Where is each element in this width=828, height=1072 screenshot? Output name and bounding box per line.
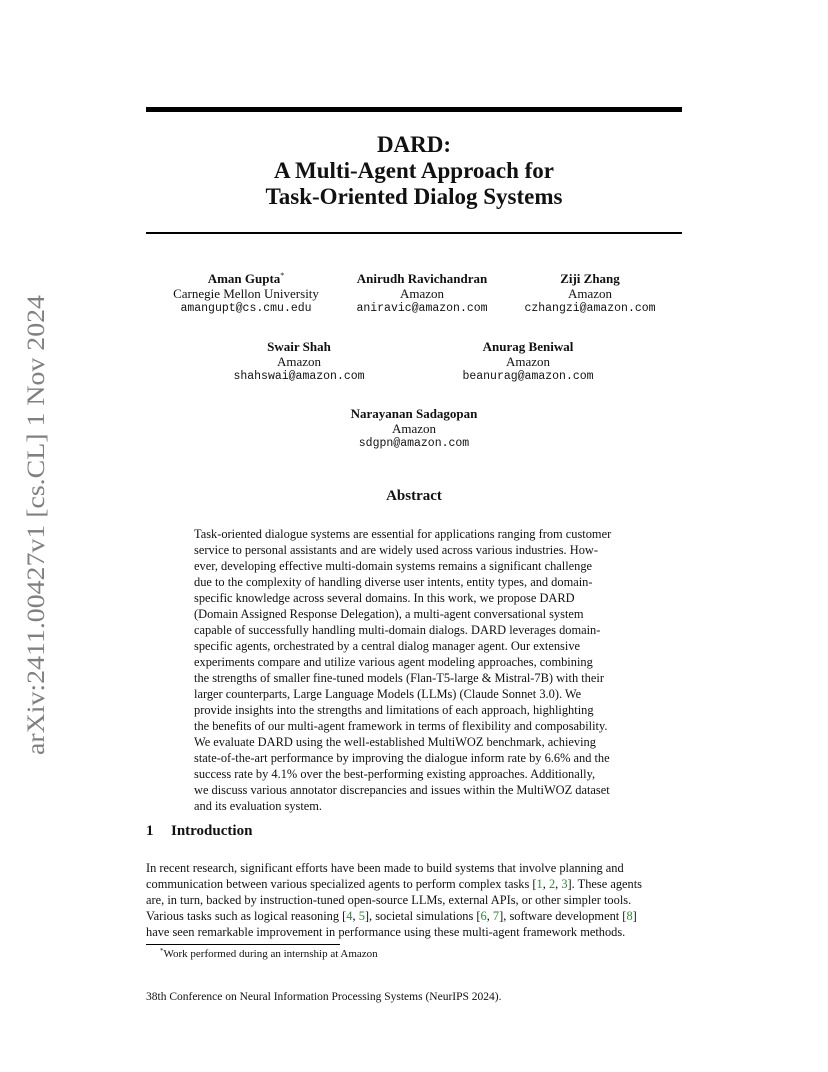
abstract-heading: Abstract <box>386 488 442 504</box>
intro-text: ], software development [ <box>499 909 627 923</box>
abstract-line: success rate by 4.1% over the best-performing existing approaches. Additionally, <box>194 767 596 781</box>
abstract-line: service to personal assistants and are widely used across various industries. How- <box>194 543 598 557</box>
abstract-line: Task-oriented dialogue systems are essential for applications ranging from customer <box>194 527 612 541</box>
citation-link[interactable]: 8 <box>626 909 633 923</box>
author-name: Swair Shah <box>267 339 331 354</box>
title-line: Task-Oriented Dialog Systems <box>265 184 563 209</box>
citation-link[interactable]: 2 <box>548 877 556 891</box>
author-block <box>438 339 618 384</box>
arxiv-identifier <box>18 290 54 760</box>
author-name: Ziji Zhang <box>560 271 620 286</box>
author-email: aniravic@amazon.com <box>356 302 488 315</box>
intro-text: communication between various specialized agents to perform complex tasks [ <box>146 877 537 891</box>
abstract-line: the benefits of our multi-agent framework in terms of flexibility and composability. <box>194 719 608 733</box>
author-affiliation: Amazon <box>391 421 437 436</box>
intro-text: Various tasks such as logical reasoning [ <box>146 909 347 923</box>
author-affiliation: Amazon <box>505 354 551 369</box>
author-email: czhangzi@amazon.com <box>524 302 656 315</box>
conference-note: 38th Conference on Neural Information Processing Systems (NeurIPS 2024). <box>146 991 502 1003</box>
author-email: shahswai@amazon.com <box>233 370 365 383</box>
intro-paragraph <box>146 860 686 940</box>
citation-link[interactable]: 6 <box>480 909 487 923</box>
intro-line: In recent research, significant efforts have been made to build systems that involve planning and <box>146 861 624 875</box>
footnote-text: Work performed during an internship at Amazon <box>163 948 378 960</box>
author-block <box>500 271 680 316</box>
paper-title <box>146 132 682 210</box>
author-block <box>209 339 389 384</box>
footnote-mark: * <box>280 271 285 280</box>
abstract-line: the strengths of smaller fine-tuned models (Flan-T5-large & Mistral-7B) with their <box>194 671 604 685</box>
author-email: sdgpn@amazon.com <box>358 437 470 450</box>
section-number: 1 <box>146 823 154 839</box>
abstract-line: ever, developing effective multi-domain systems remains a significant challenge <box>194 559 593 573</box>
author-name: Anirudh Ravichandran <box>356 271 488 286</box>
author-email: amangupt@cs.cmu.edu <box>180 302 312 315</box>
title-top-rule <box>146 107 682 112</box>
abstract-line: capable of successfully handling multi-domain dialogs. DARD leverages domain- <box>194 623 601 637</box>
intro-line: are, in turn, backed by instruction-tuned open-source LLMs, external APIs, or other simpler tools. <box>146 893 632 907</box>
author-email: beanurag@amazon.com <box>462 370 594 383</box>
title-line: A Multi-Agent Approach for <box>273 158 555 183</box>
footnote <box>160 948 378 960</box>
abstract-line: we discuss various annotator discrepancies and issues within the MultiWOZ dataset <box>194 783 610 797</box>
abstract-body <box>194 526 642 814</box>
author-block <box>332 271 512 316</box>
intro-text: ] <box>632 909 637 923</box>
citation-link[interactable]: 3 <box>561 877 568 891</box>
section-title: Introduction <box>171 823 253 839</box>
intro-line: have seen remarkable improvement in performance using these multi-agent framework methods. <box>146 925 626 939</box>
abstract-line: specific agents, orchestrated by a central dialog manager agent. Our extensive <box>194 639 581 653</box>
title-line: DARD: <box>376 132 452 157</box>
abstract-line: We evaluate DARD using the well-established MultiWOZ benchmark, achieving <box>194 735 596 749</box>
intro-line: communication between various specialized agents to perform complex tasks [1, 2, 3]. These agents <box>146 877 642 891</box>
author-affiliation: Amazon <box>567 286 613 301</box>
citation-link[interactable]: 1 <box>536 877 543 891</box>
abstract-line: due to the complexity of handling diverse user intents, entity types, and domain- <box>194 575 593 589</box>
abstract-line: larger counterparts, Large Language Models (LLMs) (Claude Sonnet 3.0). We <box>194 687 582 701</box>
author-block <box>156 271 336 316</box>
intro-text: ], societal simulations [ <box>364 909 481 923</box>
abstract-line: specific knowledge across several domains. In this work, we propose DARD <box>194 591 575 605</box>
abstract-line: provide insights into the strengths and limitations of each approach, highlighting <box>194 703 594 717</box>
author-name: Anurag Beniwal <box>482 339 574 354</box>
author-affiliation: Carnegie Mellon University <box>173 286 319 301</box>
author-block <box>324 406 504 451</box>
abstract-line: and its evaluation system. <box>194 799 323 813</box>
author-affiliation: Amazon <box>399 286 445 301</box>
section-heading <box>146 823 252 840</box>
abstract-line: experiments compare and utilize various agent modeling approaches, combining <box>194 655 593 669</box>
citation-link[interactable]: 7 <box>492 909 500 923</box>
author-affiliation: Amazon <box>276 354 322 369</box>
author-name: Narayanan Sadagopan <box>350 406 478 421</box>
arxiv-identifier-text: arXiv:2411.00427v1 [cs.CL] 1 Nov 2024 <box>21 333 50 755</box>
footnote-rule <box>146 944 340 945</box>
intro-text: ]. These agents <box>567 877 642 891</box>
intro-line: Various tasks such as logical reasoning [4, 5], societal simulations [6, 7], software development [8] <box>146 909 637 923</box>
citation-link[interactable]: 4 <box>346 909 353 923</box>
citation-link[interactable]: 5 <box>358 909 365 923</box>
author-name: Aman Gupta <box>207 271 281 286</box>
abstract-line: state-of-the-art performance by improving the dialogue inform rate by 6.6% and the <box>194 751 610 765</box>
footnote-mark: * <box>160 947 164 955</box>
title-bottom-rule <box>146 232 682 234</box>
abstract-line: (Domain Assigned Response Delegation), a multi-agent conversational system <box>194 607 584 621</box>
